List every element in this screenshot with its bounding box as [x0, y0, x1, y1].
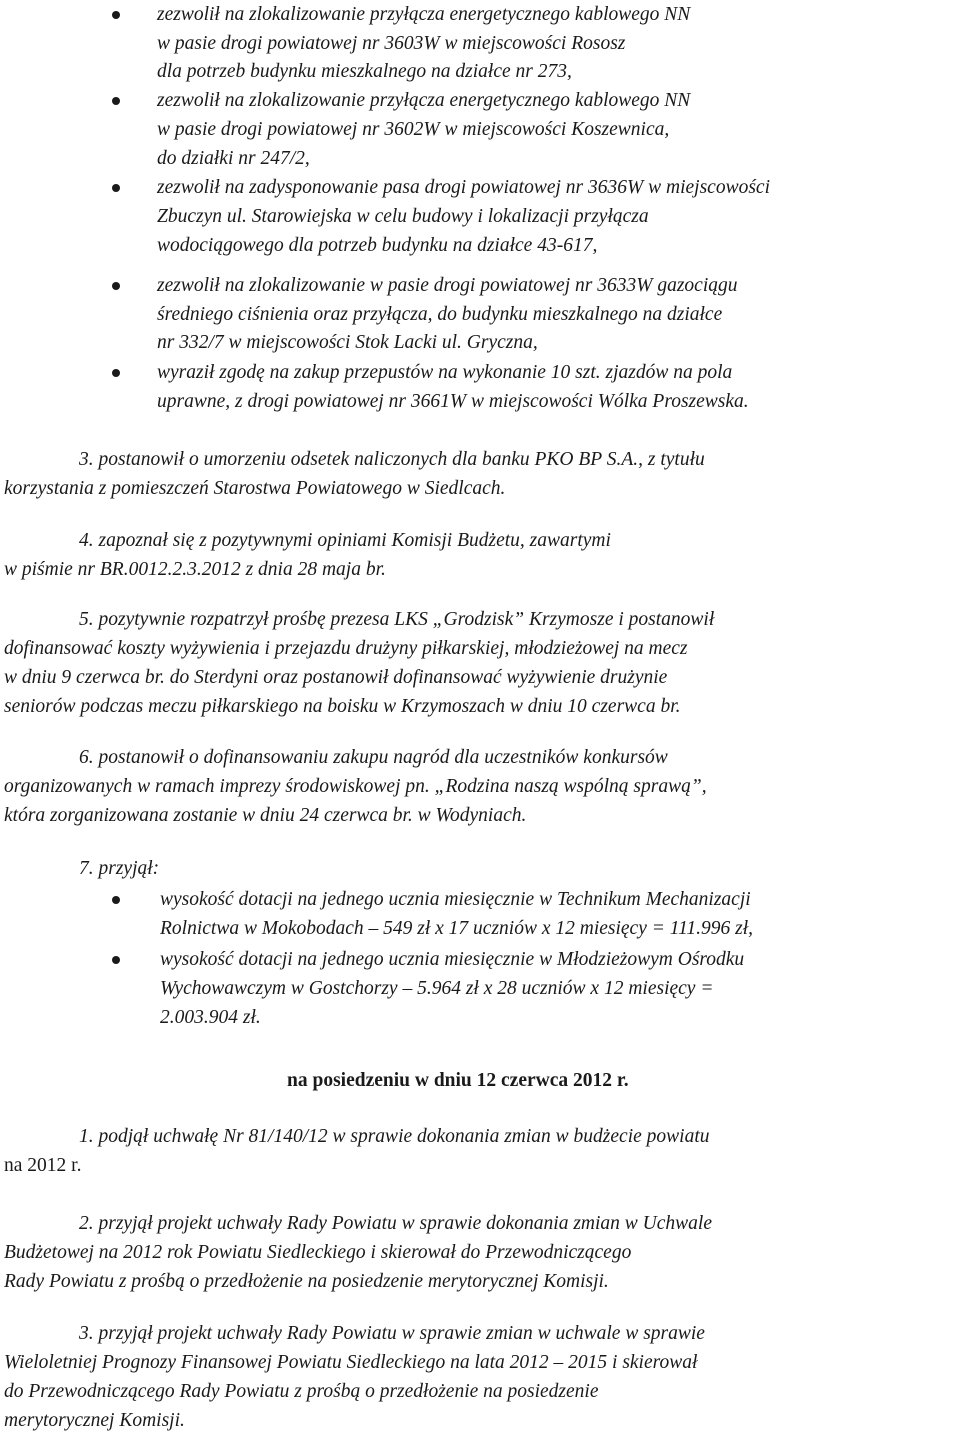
text-line: na 2012 r. [4, 1155, 82, 1176]
text-line: dofinansować koszty wyżywienia i przejazdu drużyny piłkarskiej, młodzieżowej na mecz [4, 638, 688, 659]
bullet-icon [112, 369, 120, 377]
text-line: do działki nr 247/2, [157, 148, 310, 169]
text-line: 4. zapoznał się z pozytywnymi opiniami Komisji Budżetu, zawartymi [79, 530, 611, 551]
text-line: organizowanych w ramach imprezy środowiskowej pn. „Rodzina naszą wspólną sprawą”, [4, 776, 707, 797]
text-line: Zbuczyn ul. Starowiejska w celu budowy i lokalizacji przyłącza [157, 206, 649, 227]
bullet-icon [112, 956, 120, 964]
text-line: w pasie drogi powiatowej nr 3603W w miejscowości Rososz [157, 33, 626, 54]
text-line: Budżetowej na 2012 rok Powiatu Siedleckiego i skierował do Przewodniczącego [4, 1242, 632, 1263]
text-line: 2. przyjął projekt uchwały Rady Powiatu w sprawie dokonania zmian w Uchwale [79, 1213, 712, 1234]
section-heading: na posiedzeniu w dniu 12 czerwca 2012 r. [287, 1070, 629, 1091]
text-line: wyraził zgodę na zakup przepustów na wykonanie 10 szt. zjazdów na pola [157, 362, 733, 383]
text-line: w pasie drogi powiatowej nr 3602W w miejscowości Koszewnica, [157, 119, 670, 140]
text-line: 3. postanowił o umorzeniu odsetek naliczonych dla banku PKO BP S.A., z tytułu [79, 449, 705, 470]
text-line: nr 332/7 w miejscowości Stok Lacki ul. Gryczna, [157, 332, 538, 353]
text-line: Rolnictwa w Mokobodach – 549 zł x 17 uczniów x 12 miesięcy = 111.996 zł, [160, 918, 754, 939]
text-line: która zorganizowana zostanie w dniu 24 czerwca br. w Wodyniach. [4, 805, 527, 826]
text-line: 2.003.904 zł. [160, 1007, 261, 1028]
text-line: 7. przyjął: [79, 858, 160, 879]
text-line: seniorów podczas meczu piłkarskiego na boisku w Krzymoszach w dniu 10 czerwca br. [4, 696, 681, 717]
text-line: zezwolił na zlokalizowanie przyłącza energetycznego kablowego NN [157, 90, 691, 111]
text-line: Wychowawczym w Gostchorzy – 5.964 zł x 28 uczniów x 12 miesięcy = [160, 978, 714, 999]
bullet-icon [112, 896, 120, 904]
text-line: wysokość dotacji na jednego ucznia miesięcznie w Młodzieżowym Ośrodku [160, 949, 745, 970]
text-line: 1. podjął uchwałę Nr 81/140/12 w sprawie dokonania zmian w budżecie powiatu [79, 1126, 710, 1147]
text-line: zezwolił na zlokalizowanie w pasie drogi powiatowej nr 3633W gazociągu [157, 275, 738, 296]
text-line: zezwolił na zlokalizowanie przyłącza energetycznego kablowego NN [157, 4, 691, 25]
text-line: 6. postanowił o dofinansowaniu zakupu nagród dla uczestników konkursów [79, 747, 668, 768]
bullet-icon [112, 11, 120, 19]
text-line: wodociągowego dla potrzeb budynku na działce 43-617, [157, 235, 598, 256]
text-line: Wieloletniej Prognozy Finansowej Powiatu Siedleckiego na lata 2012 – 2015 i skierował [4, 1352, 698, 1373]
text-line: wysokość dotacji na jednego ucznia miesięcznie w Technikum Mechanizacji [160, 889, 751, 910]
bullet-icon [112, 282, 120, 290]
text-line: w piśmie nr BR.0012.2.3.2012 z dnia 28 maja br. [4, 559, 386, 580]
text-line: korzystania z pomieszczeń Starostwa Powiatowego w Siedlcach. [4, 478, 506, 499]
text-line: uprawne, z drogi powiatowej nr 3661W w miejscowości Wólka Proszewska. [157, 391, 749, 412]
text-line: merytorycznej Komisji. [4, 1410, 185, 1431]
bullet-icon [112, 184, 120, 192]
text-line: zezwolił na zadysponowanie pasa drogi powiatowej nr 3636W w miejscowości [157, 177, 770, 198]
bullet-icon [112, 97, 120, 105]
text-line: w dniu 9 czerwca br. do Sterdyni oraz postanowił dofinansować wyżywienie drużynie [4, 667, 668, 688]
text-line: 3. przyjął projekt uchwały Rady Powiatu w sprawie zmian w uchwale w sprawie [79, 1323, 705, 1344]
text-line: dla potrzeb budynku mieszkalnego na działce nr 273, [157, 61, 572, 82]
text-line: 5. pozytywnie rozpatrzył prośbę prezesa LKS „Grodzisk” Krzymosze i postanowił [79, 609, 715, 630]
text-line: Rady Powiatu z prośbą o przedłożenie na posiedzenie merytorycznej Komisji. [4, 1271, 609, 1292]
text-line: do Przewodniczącego Rady Powiatu z prośbą o przedłożenie na posiedzenie [4, 1381, 599, 1402]
text-line: średniego ciśnienia oraz przyłącza, do budynku mieszkalnego na działce [157, 304, 723, 325]
